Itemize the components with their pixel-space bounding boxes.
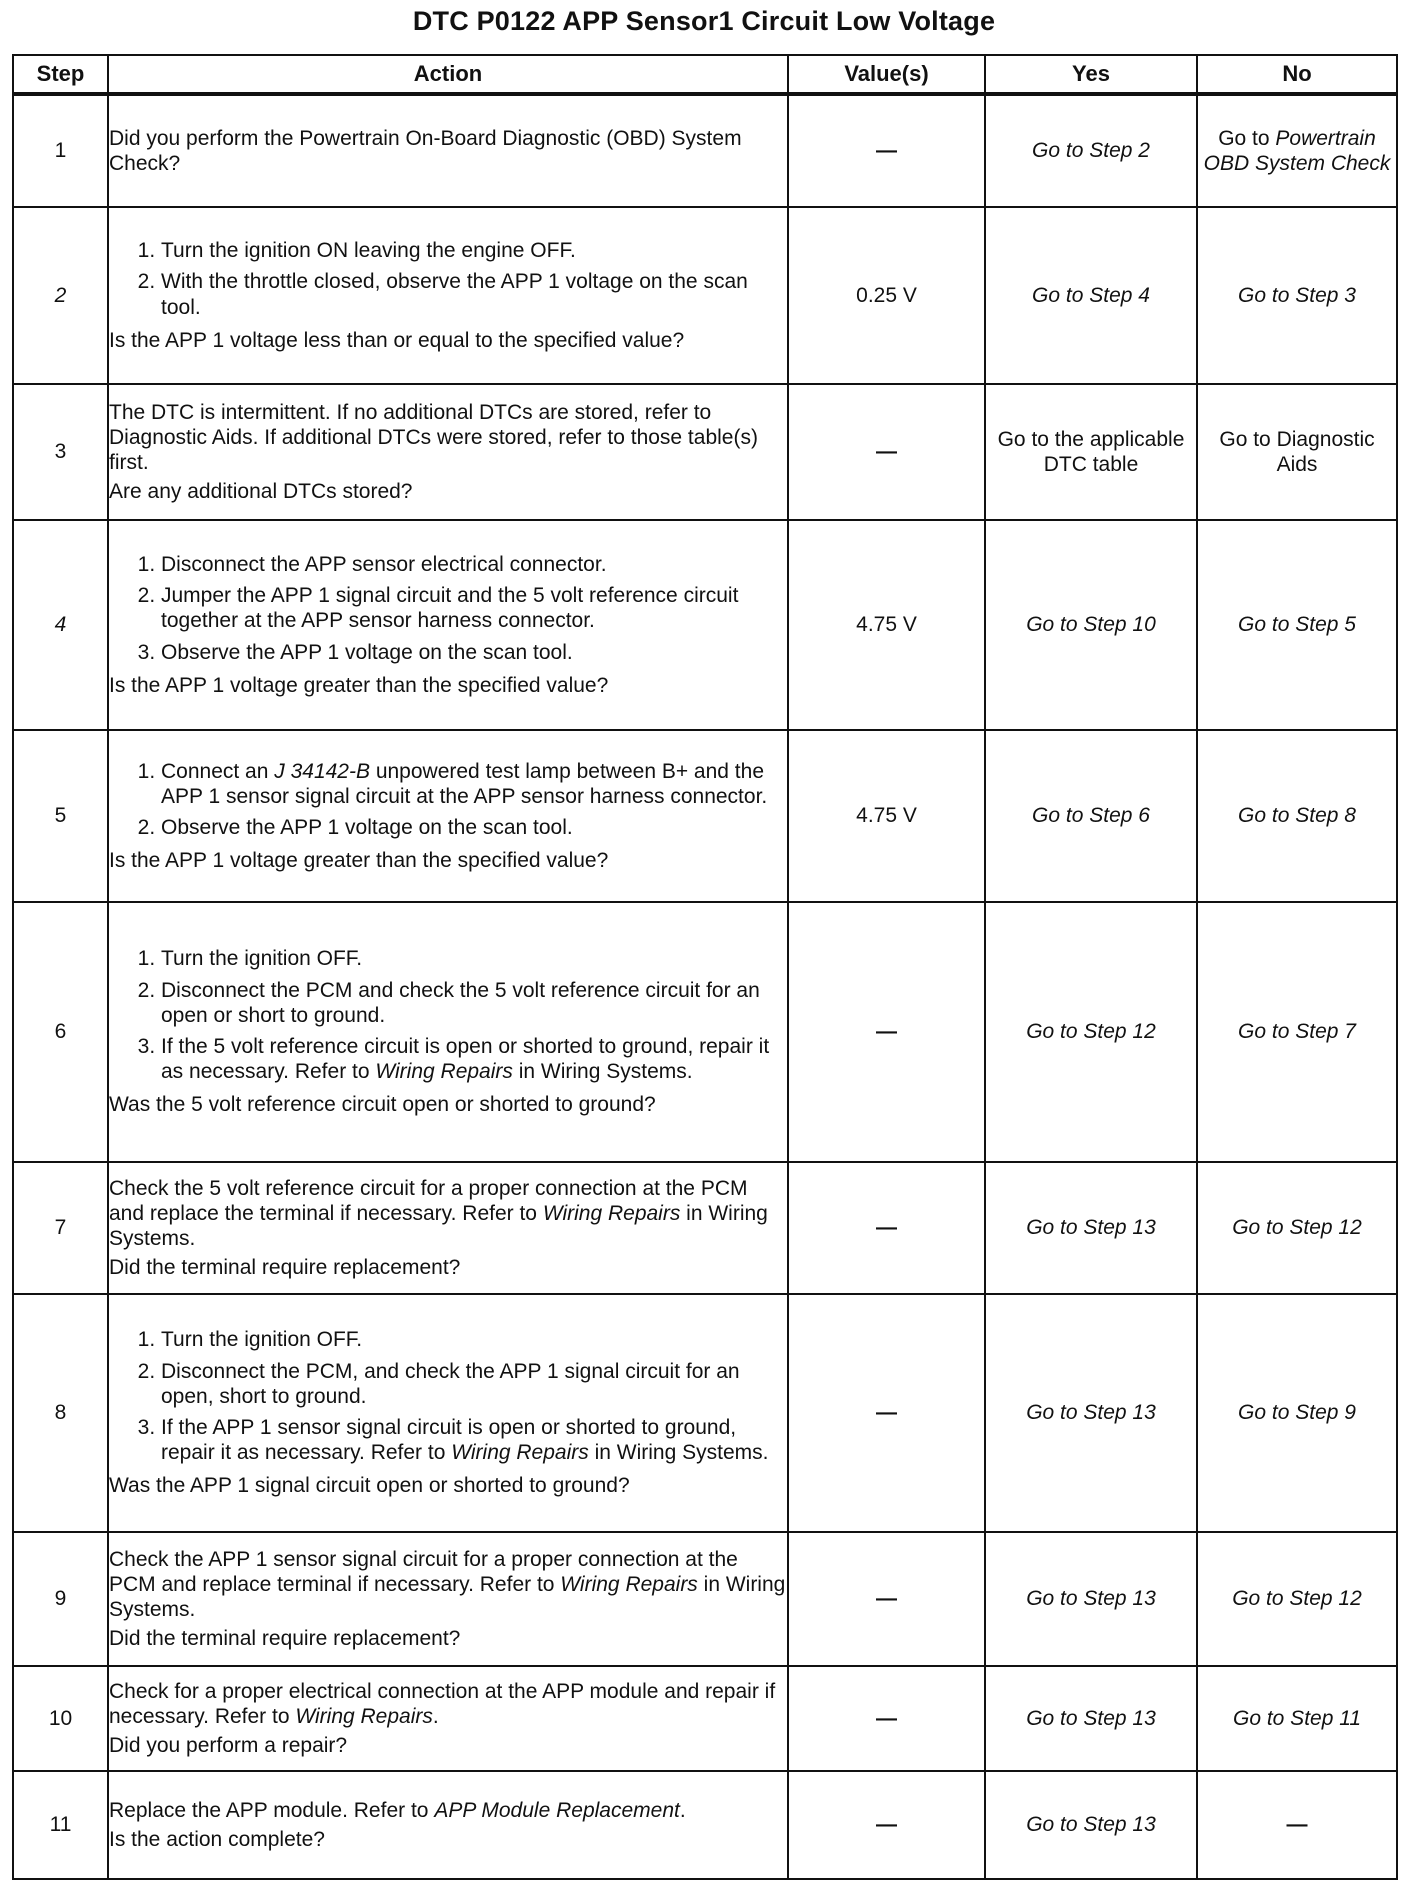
action-question: Are any additional DTCs stored? — [109, 480, 413, 504]
step-text: If the APP 1 sensor signal circuit is open or shorted to ground, repair it as necessary. Refer to — [161, 1416, 737, 1465]
table-row — [13, 902, 1397, 1162]
header-row — [13, 55, 1397, 94]
value-cell — [788, 1294, 985, 1532]
table-row — [13, 94, 1397, 207]
header-values: Value(s) — [788, 55, 985, 94]
action-question: Was the 5 volt reference circuit open or shorted to ground? — [109, 1093, 656, 1117]
value-text: — — [876, 1813, 897, 1837]
action-question: Is the APP 1 voltage greater than the specified value? — [109, 849, 609, 873]
action-cell — [108, 207, 788, 384]
action-step — [161, 759, 787, 809]
value-text: — — [876, 1020, 897, 1044]
table-row — [13, 730, 1397, 902]
step-number: 5 — [13, 730, 108, 902]
action-step: 1. Turn the ignition OFF. — [161, 946, 787, 971]
no-cell — [1197, 1771, 1397, 1879]
no-cell: Go to Step 9 — [1197, 1294, 1397, 1532]
no-cell: Go to Step 11 — [1197, 1666, 1397, 1771]
table-row — [13, 1532, 1397, 1666]
reference-link: Wiring Repairs — [295, 1704, 433, 1728]
action-cell — [108, 1532, 788, 1666]
yes-cell: Go to Step 12 — [985, 902, 1197, 1162]
value-text: — — [876, 1587, 897, 1611]
action-cell — [108, 1294, 788, 1532]
action-step — [161, 1034, 787, 1084]
yes-cell: Go to Step 2 — [985, 94, 1197, 207]
action-cell — [108, 1771, 788, 1879]
table-row — [13, 1162, 1397, 1294]
no-cell: Go to Step 3 — [1197, 207, 1397, 384]
value-cell: 4.75 V — [788, 730, 985, 902]
value-cell: 0.25 V — [788, 207, 985, 384]
value-cell — [788, 1162, 985, 1294]
value-cell — [788, 384, 985, 520]
text-segment: in Wiring Systems. — [109, 1201, 768, 1250]
action-step — [161, 1415, 787, 1465]
text-segment: . — [432, 1704, 439, 1728]
step-text: in Wiring Systems. — [588, 1441, 769, 1465]
table-row — [13, 1294, 1397, 1532]
yes-cell: Go to Step 13 — [985, 1771, 1197, 1879]
action-step: 2. With the throttle closed, observe the APP 1 voltage on the scan tool. — [161, 269, 787, 319]
step-number: 6 — [13, 902, 108, 1162]
action-steps — [109, 1327, 787, 1465]
no-prefix: Go to — [1218, 126, 1276, 150]
text-segment: Check the 5 volt reference circuit for a proper connection at the PCM and replace the terminal if necessary. Refer to — [109, 1176, 748, 1225]
action-question: Did you perform a repair? — [109, 1734, 348, 1758]
no-cell: Go to Step 5 — [1197, 520, 1397, 730]
yes-cell: Go to Step 13 — [985, 1532, 1197, 1666]
action-cell — [108, 1666, 788, 1771]
reference-link: APP Module Replacement — [434, 1798, 680, 1822]
table-row — [13, 207, 1397, 384]
text-segment: . — [679, 1798, 686, 1822]
action-question: Was the APP 1 signal circuit open or shorted to ground? — [109, 1474, 630, 1498]
no-link: Powertrain OBD System Check — [1203, 126, 1391, 175]
no-cell — [1197, 94, 1397, 207]
value-cell — [788, 94, 985, 207]
action-text — [109, 1679, 787, 1729]
no-cell: Go to Step 12 — [1197, 1162, 1397, 1294]
action-question: Did the terminal require replacement? — [109, 1627, 461, 1651]
action-question: Did the terminal require replacement? — [109, 1256, 461, 1280]
text-segment: Replace the APP module. Refer to — [109, 1798, 435, 1822]
action-step: 2. Jumper the APP 1 signal circuit and the 5 volt reference circuit together at the APP sensor harness connector. — [161, 583, 787, 633]
step-number: 3 — [13, 384, 108, 520]
yes-cell: Go to Step 13 — [985, 1666, 1197, 1771]
action-text: The DTC is intermittent. If no additional DTCs are stored, refer to Diagnostic Aids. If additional DTCs were stored, refer to those table(s) first. — [109, 400, 758, 474]
action-cell — [108, 94, 788, 207]
action-text — [109, 1547, 787, 1623]
page-title: DTC P0122 APP Sensor1 Circuit Low Voltage — [412, 6, 996, 36]
value-cell — [788, 1771, 985, 1879]
no-cell: Go to Diagnostic Aids — [1197, 384, 1397, 520]
value-cell — [788, 902, 985, 1162]
step-number: 11 — [13, 1771, 108, 1879]
action-text — [109, 1176, 787, 1252]
step-number: 9 — [13, 1532, 108, 1666]
no-cell: Go to Step 8 — [1197, 730, 1397, 902]
reference-link: Wiring Repairs — [560, 1572, 698, 1596]
table-row — [13, 520, 1397, 730]
value-text: — — [876, 1706, 897, 1730]
header-step: Step — [13, 55, 108, 94]
yes-cell: Go to Step 6 — [985, 730, 1197, 902]
step-number: 7 — [13, 1162, 108, 1294]
reference-link: Wiring Repairs — [375, 1060, 513, 1084]
text-segment: in Wiring Systems. — [109, 1572, 786, 1621]
yes-cell: Go to Step 4 — [985, 207, 1197, 384]
action-text — [109, 1798, 787, 1823]
no-cell: Go to Step 12 — [1197, 1532, 1397, 1666]
diagnostic-table — [12, 54, 1398, 1880]
header-yes: Yes — [985, 55, 1197, 94]
header-no: No — [1197, 55, 1397, 94]
value-text: — — [876, 1401, 897, 1425]
step-number: 4 — [13, 520, 108, 730]
no-text: — — [1286, 1813, 1308, 1837]
table-row — [13, 1771, 1397, 1879]
value-text: — — [876, 1216, 897, 1240]
step-number: 1 — [13, 94, 108, 207]
action-step: 1. Turn the ignition OFF. — [161, 1327, 787, 1352]
action-step: 3. Observe the APP 1 voltage on the scan tool. — [161, 640, 787, 665]
step-text: in Wiring Systems. — [512, 1060, 693, 1084]
table-row — [13, 1666, 1397, 1771]
action-cell — [108, 730, 788, 902]
action-step: 1. Turn the ignition ON leaving the engine OFF. — [161, 238, 787, 263]
action-steps — [109, 238, 787, 320]
yes-cell: Go to Step 13 — [985, 1162, 1197, 1294]
action-step: 2. Observe the APP 1 voltage on the scan tool. — [161, 815, 787, 840]
value-cell — [788, 1532, 985, 1666]
action-cell — [108, 520, 788, 730]
action-steps — [109, 552, 787, 665]
action-steps — [109, 946, 787, 1084]
tool-reference: J 34142-B — [274, 759, 370, 783]
text-segment: Check for a proper electrical connection at the APP module and repair if necessary. Refer to — [109, 1679, 776, 1728]
step-number: 10 — [13, 1666, 108, 1771]
action-cell — [108, 384, 788, 520]
action-question: Is the APP 1 voltage less than or equal to the specified value? — [109, 328, 685, 352]
yes-cell: Go to the applicable DTC table — [985, 384, 1197, 520]
text-segment: Check the APP 1 sensor signal circuit for a proper connection at the PCM and replace terminal if necessary. Refer to — [109, 1547, 738, 1596]
value-text: — — [876, 440, 897, 464]
action-cell — [108, 902, 788, 1162]
value-cell: 4.75 V — [788, 520, 985, 730]
value-text: — — [876, 139, 897, 163]
action-step: 1. Disconnect the APP sensor electrical connector. — [161, 552, 787, 577]
reference-link: Wiring Repairs — [451, 1441, 589, 1465]
step-number: 8 — [13, 1294, 108, 1532]
action-question: Is the action complete? — [109, 1828, 325, 1851]
header-action: Action — [108, 55, 788, 94]
value-cell — [788, 1666, 985, 1771]
action-step: 2. Disconnect the PCM and check the 5 volt reference circuit for an open or short to ground. — [161, 978, 787, 1028]
action-step: 2. Disconnect the PCM, and check the APP 1 signal circuit for an open, short to ground. — [161, 1359, 787, 1409]
step-number: 2 — [13, 207, 108, 384]
yes-cell: Go to Step 10 — [985, 520, 1197, 730]
no-cell: Go to Step 7 — [1197, 902, 1397, 1162]
yes-cell: Go to Step 13 — [985, 1294, 1197, 1532]
step-text: Connect an — [161, 759, 275, 783]
step-text: unpowered test lamp between B+ and the APP 1 sensor signal circuit at the APP sensor harness connector. — [161, 759, 768, 808]
action-cell — [108, 1162, 788, 1294]
action-question: Is the APP 1 voltage greater than the specified value? — [109, 673, 609, 697]
action-steps — [109, 759, 787, 841]
step-text: If the 5 volt reference circuit is open or shorted to ground, repair it as necessary. Refer to — [161, 1035, 770, 1084]
table-row — [13, 384, 1397, 520]
action-text: Did you perform the Powertrain On-Board Diagnostic (OBD) System Check? — [109, 126, 742, 175]
reference-link: Wiring Repairs — [542, 1201, 681, 1225]
